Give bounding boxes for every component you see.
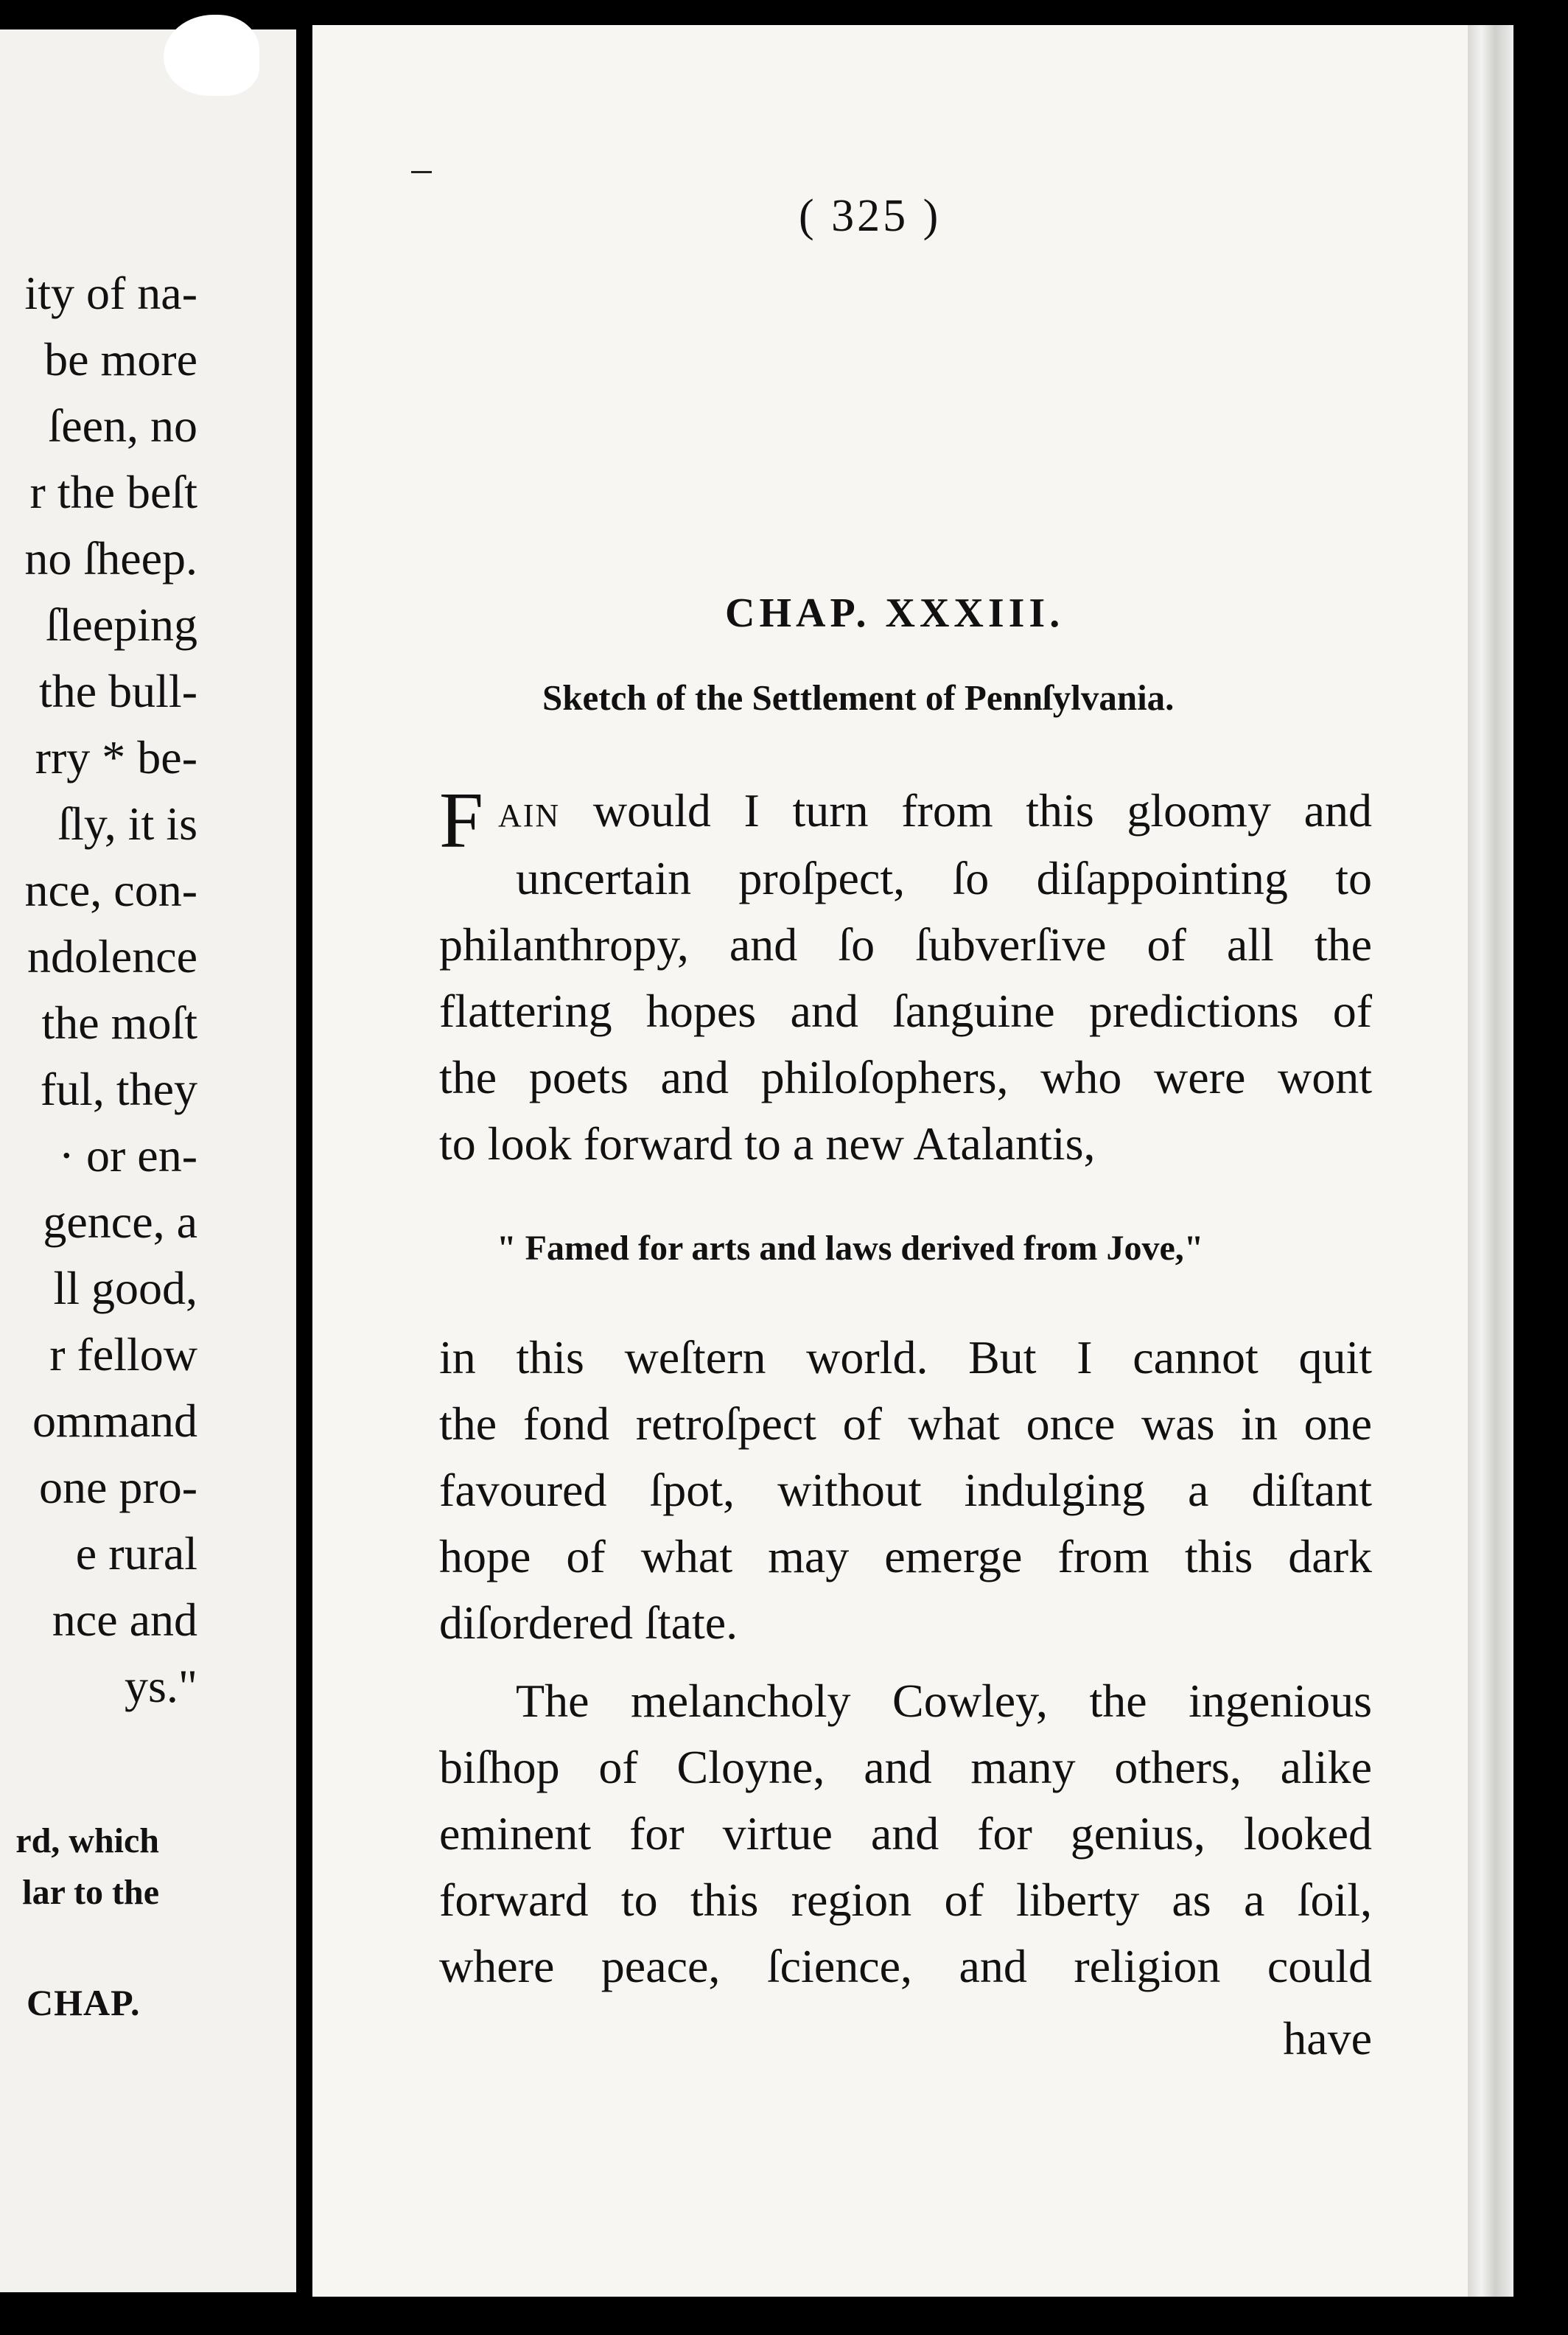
left-text-line: ſleeping [45, 598, 197, 651]
left-text-line: one pro- [38, 1461, 197, 1513]
left-text-line: ll good, [53, 1262, 197, 1314]
verse-quotation: " Famed for arts and laws derived from Jove," [497, 1229, 1204, 1268]
left-text-line: r the beſt [29, 466, 197, 518]
left-text-line: the moſt [41, 997, 197, 1049]
left-text-line: gence, a [43, 1196, 197, 1248]
left-text-line: ſly, it is [57, 797, 197, 850]
body-text-line: uncertain proſpect, ſo diſappointing to [516, 852, 1372, 904]
body-text-line: the poets and philoſophers, who were wont [439, 1051, 1372, 1103]
left-text-line: ndolence [27, 930, 197, 982]
left-text-line: r fellow [49, 1328, 197, 1381]
body-text-line: eminent for virtue and for genius, looked [439, 1807, 1372, 1860]
left-text-line: nce, con- [24, 864, 197, 916]
body-text-line: diſordered ſtate. [439, 1596, 738, 1649]
left-text-line: rry * be- [35, 731, 197, 783]
left-text-line: ſeen, no [48, 399, 197, 452]
left-text-line: e rural [75, 1527, 197, 1580]
body-text-line: biſhop of Cloyne, and many others, alike [439, 1741, 1372, 1793]
left-page [0, 29, 296, 2292]
left-footnote-line: rd, which [15, 1821, 159, 1860]
body-text-line: philanthropy, and ſo ſubverſive of all the [439, 918, 1372, 971]
catchword: have [1283, 2012, 1372, 2064]
body-text-line: to look forward to a new Atalantis, [439, 1117, 1096, 1170]
left-text-line: · or en- [58, 1129, 197, 1182]
chapter-subtitle: Sketch of the Settlement of Pennſylvania. [542, 677, 1175, 718]
ink-fleck [411, 171, 432, 173]
left-text-line: no ſheep. [24, 532, 197, 584]
body-text-line: favoured ſpot, without indulging a diſtant [439, 1464, 1372, 1516]
first-word-small-caps: AIN [498, 797, 561, 834]
first-line-text: would I turn from this gloomy and [592, 784, 1373, 837]
drop-cap: F [439, 777, 484, 865]
body-text-line: where peace, ſcience, and religion could [439, 1940, 1372, 1992]
body-text-line: The melancholy Cowley, the ingenious [516, 1675, 1372, 1727]
body-text-line: flattering hopes and ſanguine predictions of [439, 985, 1372, 1037]
body-text-line: the fond retroſpect of what once was in one [439, 1397, 1372, 1450]
body-text-line: in this weſtern world. But I cannot quit [439, 1331, 1372, 1383]
left-text-line: ys." [124, 1660, 197, 1712]
page-number: ( 325 ) [799, 191, 942, 241]
left-text-line: ommand [32, 1395, 197, 1447]
body-text-line: forward to this region of liberty as a ſoil, [439, 1874, 1372, 1926]
book-gutter [296, 29, 312, 2297]
page-edges [1468, 25, 1513, 2297]
body-text-line [498, 784, 1373, 837]
left-text-line: be more [44, 333, 197, 385]
left-text-line: ity of na- [24, 267, 197, 319]
left-footnote-line: lar to the [22, 1873, 159, 1912]
left-text-line: ful, they [40, 1063, 197, 1115]
left-catchword: CHAP. [27, 1982, 141, 2023]
left-text-line: the bull- [38, 665, 197, 717]
body-text-line: hope of what may emerge from this dark [439, 1530, 1372, 1582]
paper-tear-mark [164, 15, 259, 96]
chapter-title: CHAP. XXXIII. [725, 590, 1065, 636]
left-text-line: nce and [52, 1594, 197, 1646]
